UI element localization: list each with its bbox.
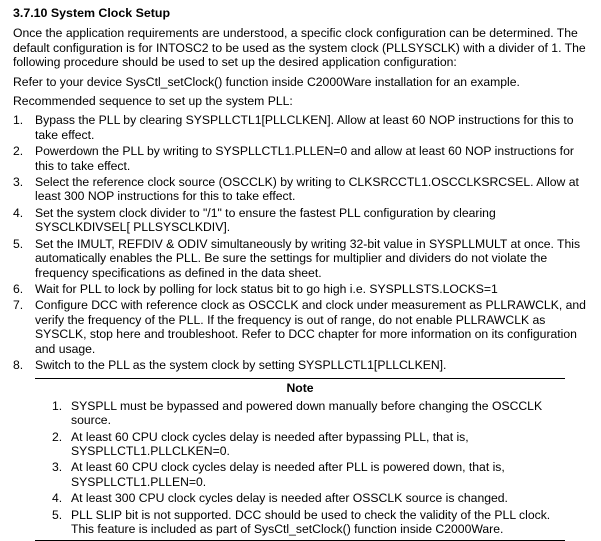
step-number: 6. [13, 281, 24, 296]
note-number: 1. [52, 398, 63, 413]
note-text: At least 60 CPU clock cycles delay is needed after PLL is powered down, that is, SYSPLLCTL1.PLLEN=0. [71, 460, 505, 489]
list-item [13, 206, 593, 235]
step-number: 7. [13, 298, 24, 313]
list-item [35, 399, 565, 428]
step-text: Switch to the PLL as the system clock by setting SYSPLLCTL1[PLLCLKEN]. [35, 357, 447, 372]
document-page [13, 6, 593, 541]
step-number: 4. [13, 205, 24, 220]
note-text: At least 60 CPU clock cycles delay is needed after bypassing PLL, that is, SYSPLLCTL1.PLLCLKEN=0. [71, 429, 469, 458]
step-text: Select the reference clock source (OSCCLK) by writing to CLKSRCCTL1.OSCCLKSRCSEL. Allow at least 300 NOP instructions for this to take effect. [35, 175, 579, 204]
note-number: 2. [52, 429, 63, 444]
note-number: 5. [52, 507, 63, 522]
step-text: Set the system clock divider to "/1" to ensure the fastest PLL configuration by clearing SYSCLKDIVSEL[ PLLSYSCLKDIV]. [35, 205, 496, 235]
section-heading: 3.7.10 System Clock Setup [13, 6, 171, 20]
step-text: Powerdown the PLL by writing to SYSPLLCTL1.PLLEN=0 and allow at least 60 NOP instructions for this to take effect. [35, 144, 574, 173]
note-number: 4. [52, 491, 63, 506]
step-text: Configure DCC with reference clock as OSCCLK and clock under measurement as PLLRAWCLK, and verify the frequency of the PLL. If the frequency is out of range, do not enable PLLRAWCLK as SYSCLK, stop here and troubleshoot. Refer to DCC chapter for more information on its configuration and usage. [35, 298, 586, 356]
list-item [13, 113, 593, 142]
list-item [13, 144, 593, 173]
step-number: 8. [13, 357, 24, 372]
list-item [35, 430, 565, 459]
list-item [13, 298, 593, 356]
note-text: At least 300 CPU clock cycles delay is needed after OSSCLK source is changed. [71, 491, 508, 506]
note-title: Note [286, 381, 314, 396]
note-top-divider [35, 378, 565, 379]
intro-paragraph: Once the application requirements are understood, a specific clock configuration can be determined. The default configuration is for INTOSC2 to be used as the system clock (PLLSYSCLK) with a divider of 1. The following procedure should be used to set up the desired application configuration: [13, 26, 586, 70]
list-item [13, 282, 593, 296]
list-item [35, 491, 565, 505]
list-item [35, 508, 565, 537]
step-text: Wait for PLL to lock by polling for lock status bit to go high i.e. SYSPLLSTS.LOCKS=1 [35, 281, 498, 296]
step-number: 3. [13, 175, 24, 190]
pll-setup-steps [13, 113, 593, 372]
list-item [13, 175, 593, 204]
sequence-intro: Recommended sequence to set up the system PLL: [13, 94, 293, 109]
note-number: 3. [52, 460, 63, 475]
reference-paragraph: Refer to your device SysCtl_setClock() function inside C2000Ware installation for an example. [13, 74, 520, 89]
note-text: PLL SLIP bit is not supported. DCC should be used to check the validity of the PLL clock. This feature is included as part of SysCtl_setClock() function inside C2000Ware. [71, 507, 551, 536]
step-number: 5. [13, 236, 24, 251]
step-number: 1. [13, 113, 24, 128]
step-number: 2. [13, 144, 24, 159]
list-item [35, 460, 565, 489]
note-box [35, 378, 565, 541]
step-text: Bypass the PLL by clearing SYSPLLCTL1[PLLCLKEN]. Allow at least 60 NOP instructions for this to take effect. [35, 113, 574, 142]
note-text: SYSPLL must be bypassed and powered down manually before changing the OSCCLK source. [71, 398, 543, 428]
list-item [13, 237, 593, 280]
list-item [13, 358, 593, 372]
step-text: Set the IMULT, REFDIV & ODIV simultaneously by writing 32-bit value in SYSPLLMULT at once. This automatically enables the PLL. Be sure the settings for multiplier and dividers do not violate the frequency specifications as defined in the data sheet. [35, 236, 581, 280]
note-list [35, 399, 565, 537]
